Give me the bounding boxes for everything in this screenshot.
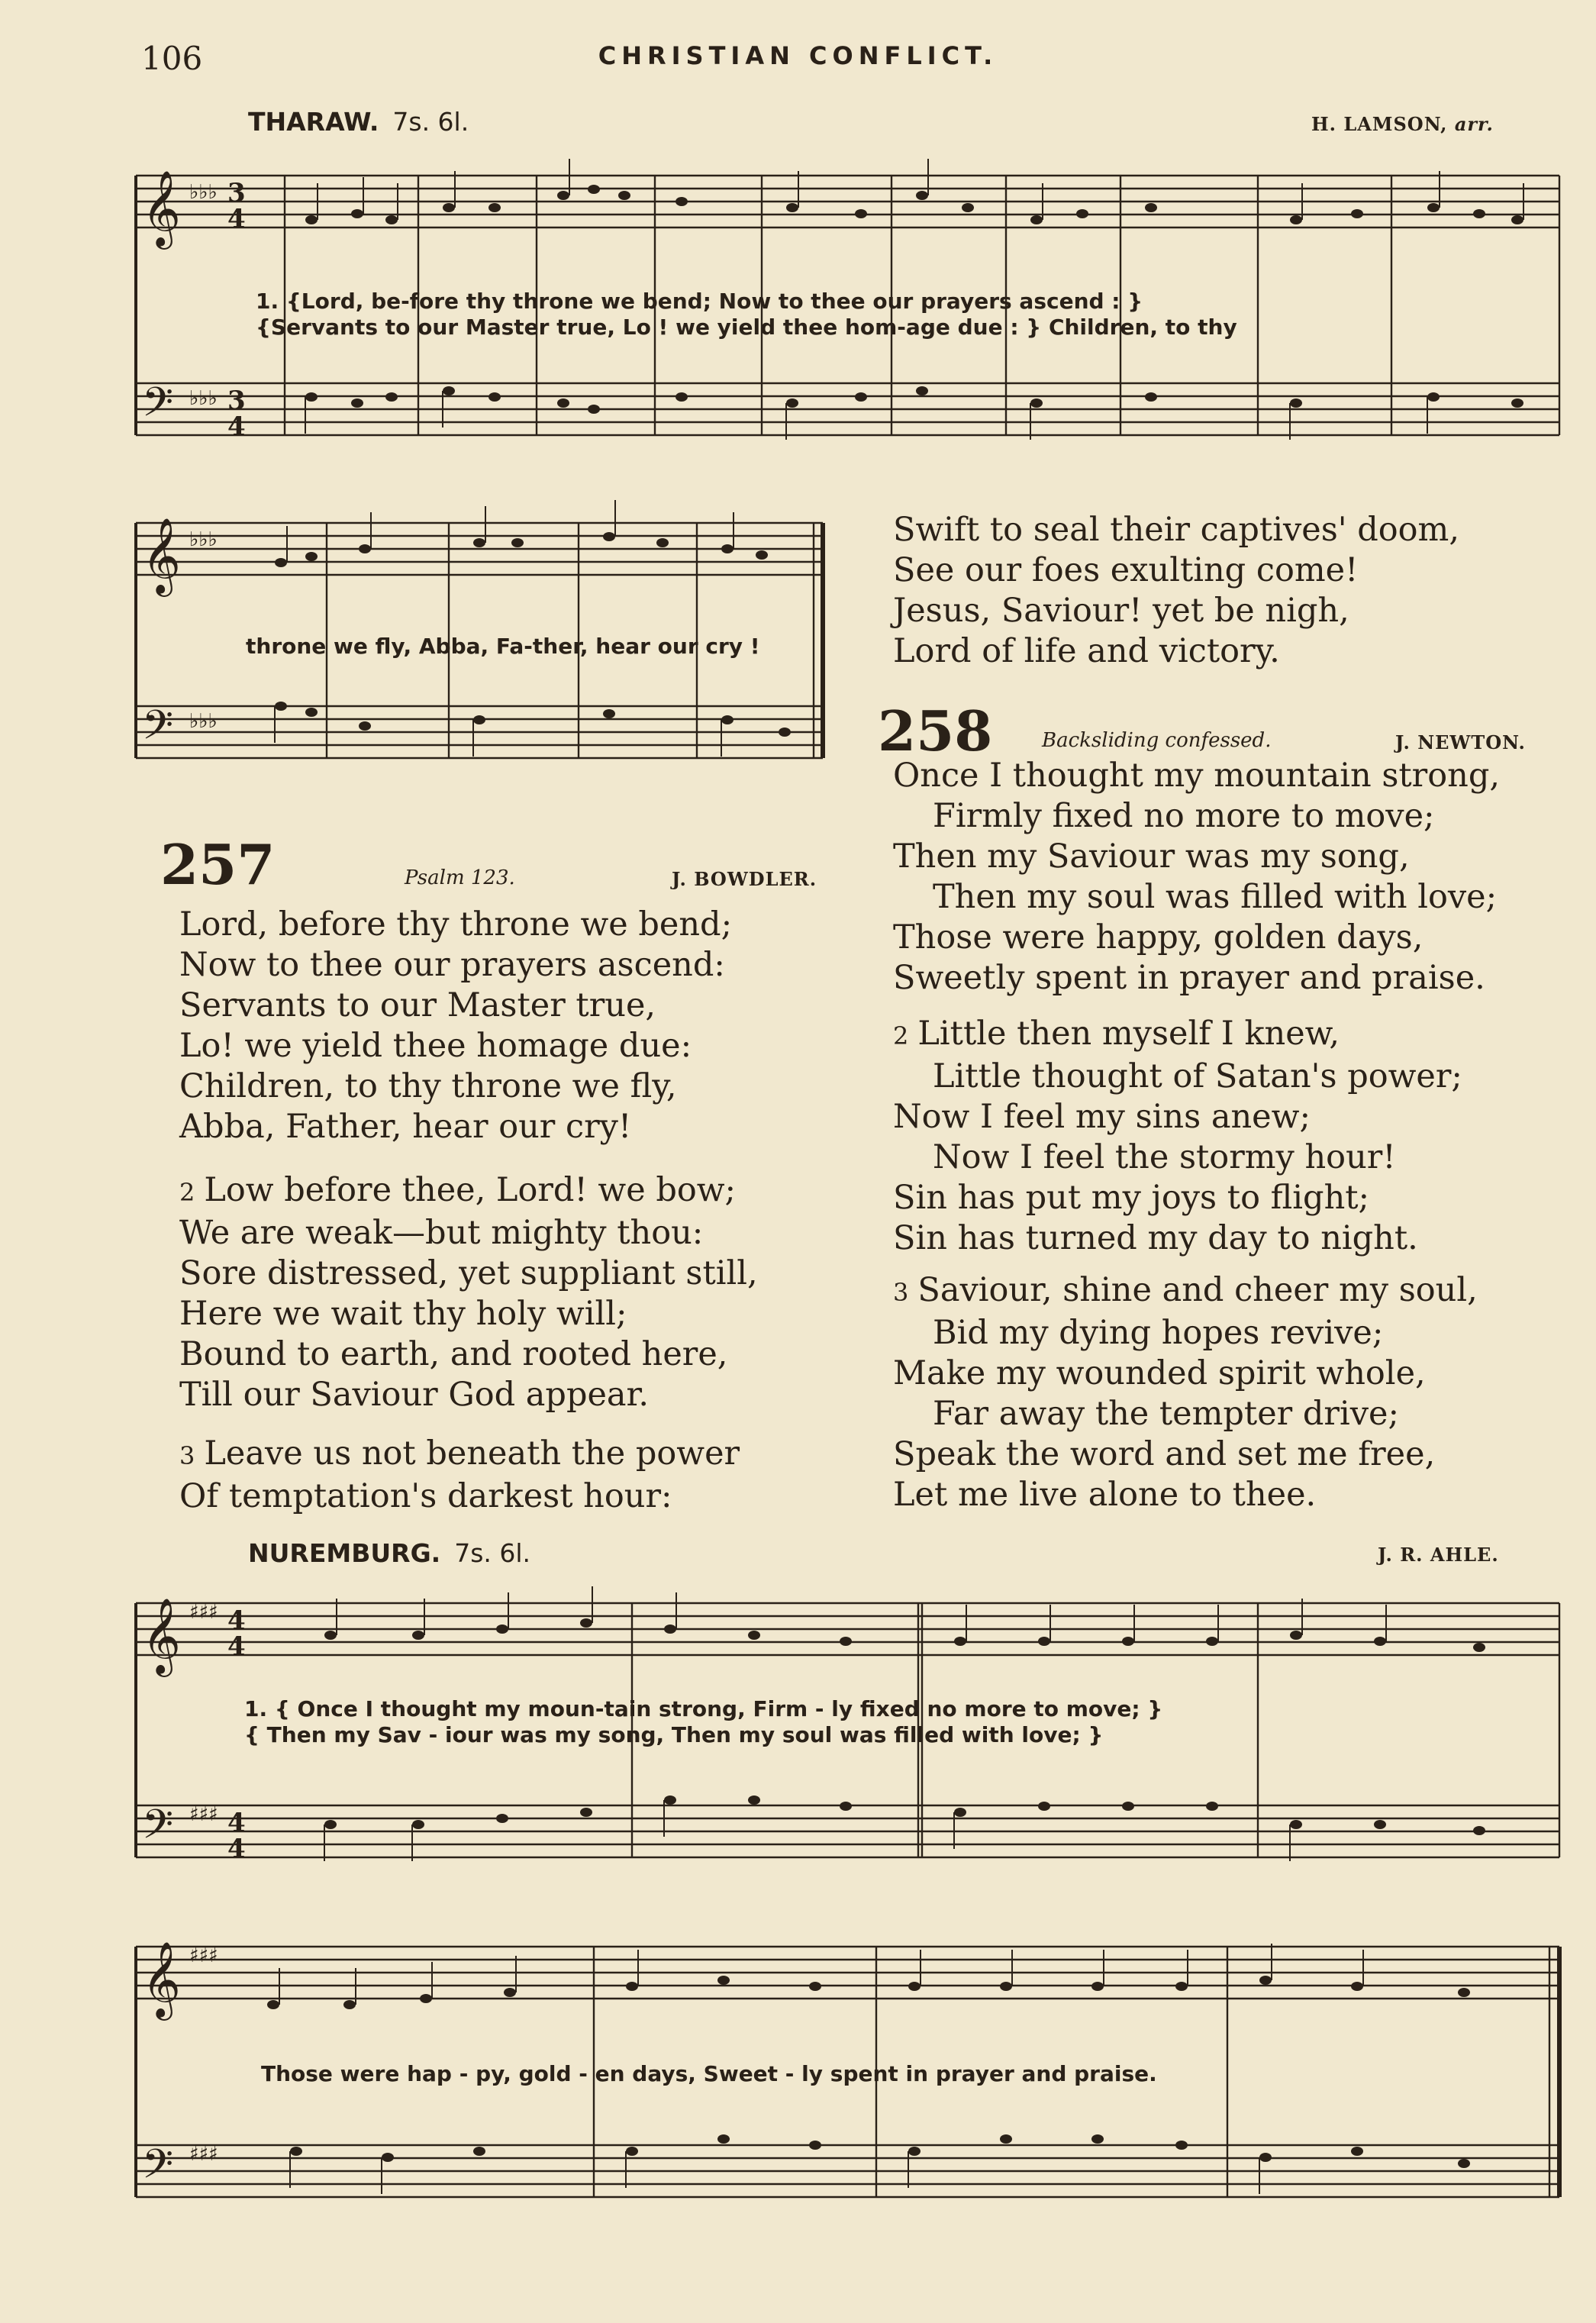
hymn-257-number: 257 [160, 832, 276, 897]
nuremburg-lyrics-line-2: Those were hap - py, gold - en days, Sweet - ly spent in prayer and praise. [261, 2061, 1157, 2086]
tune-composer-nuremburg: J. R. AHLE. [1378, 1544, 1499, 1566]
svg-text:𝄢: 𝄢 [142, 2141, 174, 2198]
svg-text:♭♭♭: ♭♭♭ [189, 387, 218, 410]
tharaw-lyrics-line-2: throne we fly, Abba, Fa-ther, hear our cry ! [246, 634, 760, 659]
svg-text:4: 4 [227, 1834, 246, 1864]
svg-text:3: 3 [227, 178, 246, 208]
svg-text:𝄢: 𝄢 [142, 1802, 174, 1858]
tune-name-nuremburg: NUREMBURG. 7s. 6l. [248, 1538, 531, 1568]
tune-name-tharaw: THARAW. 7s. 6l. [248, 107, 469, 137]
svg-text:𝄢: 𝄢 [142, 702, 174, 759]
music-system-nuremburg-1 [136, 1573, 1563, 1924]
svg-text:4: 4 [227, 1808, 246, 1838]
svg-text:♭♭♭: ♭♭♭ [189, 181, 218, 204]
svg-text:♭♭♭: ♭♭♭ [189, 710, 218, 733]
running-title: CHRISTIAN CONFLICT. [598, 41, 998, 70]
hymn-258-stanza-3: 3 Saviour, shine and cheer my soul, Bid my dying hopes revive; Make my wounded spirit whole, Far away the tempter drive; Speak the word and set me free, Let me live alone to thee. [893, 1271, 1478, 1514]
hymn-257-author: J. BOWDLER. [672, 868, 817, 890]
svg-text:𝄞: 𝄞 [142, 1941, 181, 2018]
svg-text:♭♭♭: ♭♭♭ [189, 528, 218, 551]
svg-text:♯♯♯: ♯♯♯ [189, 1944, 218, 1967]
svg-text:♯♯♯: ♯♯♯ [189, 1601, 218, 1624]
svg-text:𝄞: 𝄞 [142, 170, 181, 247]
nuremburg-lyrics-verse-1b: { Then my Sav - iour was my song, Then my soul was filled with love; } [244, 1722, 1104, 1747]
svg-text:4: 4 [227, 411, 246, 442]
svg-text:𝄞: 𝄞 [142, 518, 181, 594]
svg-text:4: 4 [227, 1631, 246, 1662]
nuremburg-lyrics-verse-1a: 1. { Once I thought my moun-tain strong, Firm - ly fixed no more to move; } [244, 1696, 1163, 1721]
music-system-tharaw-2 [136, 508, 830, 836]
svg-text:♯♯♯: ♯♯♯ [189, 2143, 218, 2166]
hymn-257-title: Psalm 123. [405, 866, 515, 889]
tharaw-lyrics-verse-1a: 1. {Lord, be-fore thy throne we bend; Now to thee our prayers ascend : } [256, 289, 1143, 314]
hymn-258-title: Backsliding confessed. [1042, 729, 1272, 752]
hymn-257-stanza-1: Lord, before thy throne we bend; Now to thee our prayers ascend: Servants to our Master true, Lo! we yield thee homage due: Children, to thy throne we fly, Abba, Father, hear our cry! [179, 905, 733, 1146]
page-number: 106 [141, 40, 203, 77]
hymn-258-stanza-2: 2 Little then myself I knew, Little thought of Satan's power; Now I feel my sins anew; Now I feel the stormy hour! Sin has put my joys to flight; Sin has turned my day to night. [893, 1015, 1462, 1257]
svg-text:𝄢: 𝄢 [142, 379, 174, 436]
svg-text:4: 4 [227, 1605, 246, 1636]
svg-text:♯♯♯: ♯♯♯ [189, 1803, 218, 1826]
tharaw-lyrics-verse-1b: {Servants to our Master true, Lo ! we yield thee hom-age due : } Children, to thy [256, 315, 1237, 340]
hymn-257-stanza-3a: 3 Leave us not beneath the power Of temptation's darkest hour: [179, 1434, 740, 1515]
svg-text:4: 4 [227, 204, 246, 234]
hymn-257-stanza-3b: Swift to seal their captives' doom, See our foes exulting come! Jesus, Saviour! yet be nigh, Lord of life and victory. [893, 511, 1460, 670]
svg-text:𝄞: 𝄞 [142, 1598, 181, 1674]
hymn-258-author: J. NEWTON. [1395, 731, 1526, 753]
tune-composer-tharaw: H. LAMSON, arr. [1311, 113, 1494, 135]
svg-text:3: 3 [227, 386, 246, 416]
hymn-258-stanza-1: Once I thought my mountain strong, Firmly fixed no more to move; Then my Saviour was my song, Then my soul was filled with love; Those were happy, golden days, Sweetly spent in prayer and praise. [893, 757, 1501, 997]
hymn-257-stanza-2: 2 Low before thee, Lord! we bow; We are weak—but mighty thou: Sore distressed, yet suppliant still, Here we wait thy holy will; Bound to earth, and rooted here, Till our Saviour God appear. [179, 1171, 758, 1414]
hymn-258-number: 258 [878, 699, 993, 763]
